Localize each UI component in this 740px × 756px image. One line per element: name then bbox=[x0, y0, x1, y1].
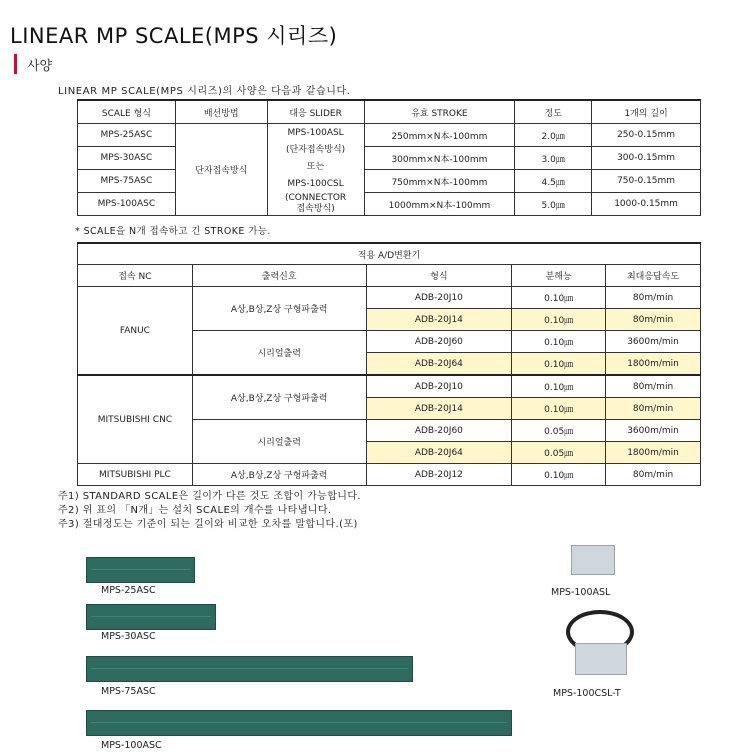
stroke-cell: 300mm×N本-100mm bbox=[364, 147, 515, 170]
length-cell: 1000-0.15mm bbox=[592, 193, 701, 216]
accuracy-cell: 3.0㎛ bbox=[515, 147, 592, 170]
header-cell: 접속 NC bbox=[78, 265, 193, 287]
wiring-cell: 단자접속방식 bbox=[175, 124, 267, 216]
section-heading bbox=[14, 52, 52, 76]
table-row bbox=[78, 287, 701, 309]
mps-100asl-image bbox=[571, 545, 615, 575]
signal-cell: A상,B상,Z상 구형파출력 bbox=[192, 287, 366, 331]
length-cell: 750-0.15mm bbox=[592, 170, 701, 193]
mps-100csl-t-image bbox=[575, 643, 627, 675]
adc-caption-row bbox=[78, 243, 701, 265]
header-cell: 대응 SLIDER bbox=[267, 100, 364, 124]
header-cell: 분해능 bbox=[512, 265, 606, 287]
slider-line: MPS-100ASL bbox=[287, 127, 344, 138]
header-cell: 배선방법 bbox=[175, 100, 267, 124]
speed-cell: 80m/min bbox=[606, 398, 701, 420]
header-cell: 1개의 길이 bbox=[592, 100, 701, 124]
slider-line: 접속방식) bbox=[296, 203, 335, 214]
model-cell: MPS-75ASC bbox=[78, 170, 176, 193]
header-cell: 최대응답속도 bbox=[606, 265, 701, 287]
mps-30asc-image bbox=[86, 604, 216, 630]
model-cell: ADB-20J10 bbox=[366, 287, 512, 309]
table-row bbox=[78, 124, 701, 147]
product-label: MPS-25ASC bbox=[101, 585, 156, 596]
slider-cell bbox=[267, 124, 364, 216]
mps-25asc-image bbox=[86, 557, 195, 583]
slider-line: (단자접속방식) bbox=[286, 144, 346, 155]
length-cell: 300-0.15mm bbox=[592, 147, 701, 170]
stroke-cell: 1000mm×N本-100mm bbox=[364, 193, 515, 216]
resolution-cell: 0.10㎛ bbox=[512, 331, 606, 353]
nc-cell: MITSUBISHI PLC bbox=[78, 464, 193, 486]
speed-cell: 80m/min bbox=[606, 287, 701, 309]
mps-100asc-image bbox=[86, 710, 512, 736]
accuracy-cell: 4.5㎛ bbox=[515, 170, 592, 193]
model-cell: ADB-20J64 bbox=[366, 353, 512, 376]
stroke-cell: 750mm×N本-100mm bbox=[364, 170, 515, 193]
speed-cell: 1800m/min bbox=[606, 353, 701, 376]
nc-cell: FANUC bbox=[78, 287, 193, 376]
header-cell: 형식 bbox=[366, 265, 512, 287]
header-cell: 정도 bbox=[515, 100, 592, 124]
speed-cell: 80m/min bbox=[606, 309, 701, 331]
speed-cell: 1800m/min bbox=[606, 442, 701, 464]
speed-cell: 3600m/min bbox=[606, 420, 701, 442]
table-row bbox=[78, 464, 701, 486]
model-cell: MPS-30ASC bbox=[78, 147, 176, 170]
product-label: MPS-75ASC bbox=[101, 686, 156, 697]
spec-header-row bbox=[78, 100, 701, 124]
product-label: MPS-100ASC bbox=[101, 740, 162, 751]
section-marker bbox=[14, 54, 17, 74]
resolution-cell: 0.05㎛ bbox=[512, 442, 606, 464]
stroke-note: * SCALE을 N개 접속하고 긴 STROKE 가능. bbox=[75, 226, 271, 237]
mps-75asc-image bbox=[86, 656, 413, 682]
model-cell: MPS-100ASC bbox=[78, 193, 176, 216]
section-title: 사양 bbox=[27, 58, 53, 74]
accuracy-cell: 5.0㎛ bbox=[515, 193, 592, 216]
table-row bbox=[78, 170, 701, 193]
header-cell: 유효 STROKE bbox=[364, 100, 515, 124]
adc-caption: 적용 A/D변환기 bbox=[78, 243, 701, 265]
model-cell: ADB-20J60 bbox=[366, 331, 512, 353]
adc-header-row bbox=[78, 265, 701, 287]
product-label: MPS-30ASC bbox=[101, 631, 156, 642]
speed-cell: 80m/min bbox=[606, 375, 701, 398]
footnote: 주1) STANDARD SCALE은 길이가 다른 것도 조합이 가능합니다. bbox=[58, 491, 361, 502]
spec-table bbox=[77, 99, 701, 216]
accuracy-cell: 2.0㎛ bbox=[515, 124, 592, 147]
model-cell: ADB-20J10 bbox=[366, 375, 512, 398]
adc-table bbox=[77, 242, 701, 486]
speed-cell: 3600m/min bbox=[606, 331, 701, 353]
model-cell: ADB-20J64 bbox=[366, 442, 512, 464]
signal-cell: 시리얼출력 bbox=[192, 420, 366, 464]
footnote: 주3) 절대정도는 기준이 되는 길이와 비교한 오차를 말합니다.(포) bbox=[58, 519, 358, 530]
model-cell: ADB-20J12 bbox=[366, 464, 512, 486]
resolution-cell: 0.10㎛ bbox=[512, 398, 606, 420]
table-row bbox=[78, 375, 701, 398]
signal-cell: 시리얼출력 bbox=[192, 331, 366, 376]
resolution-cell: 0.10㎛ bbox=[512, 353, 606, 376]
table-row bbox=[78, 193, 701, 216]
page-title: LINEAR MP SCALE(MPS 시리즈) bbox=[10, 24, 338, 48]
speed-cell: 80m/min bbox=[606, 464, 701, 486]
model-cell: ADB-20J14 bbox=[366, 398, 512, 420]
resolution-cell: 0.10㎛ bbox=[512, 287, 606, 309]
table-row bbox=[78, 147, 701, 170]
product-label: MPS-100CSL-T bbox=[553, 688, 621, 699]
footnote: 주2) 위 표의 「N개」는 설치 SCALE의 개수를 나타냅니다. bbox=[58, 505, 332, 516]
model-cell: MPS-25ASC bbox=[78, 124, 176, 147]
slider-line: (CONNECTOR bbox=[285, 192, 347, 203]
nc-cell: MITSUBISHI CNC bbox=[78, 375, 193, 464]
product-label: MPS-100ASL bbox=[551, 587, 611, 598]
stroke-cell: 250mm×N本-100mm bbox=[364, 124, 515, 147]
header-cell: SCALE 형식 bbox=[78, 100, 176, 124]
model-cell: ADB-20J14 bbox=[366, 309, 512, 331]
slider-line: MPS-100CSL bbox=[287, 178, 344, 189]
header-cell: 출력신호 bbox=[192, 265, 366, 287]
resolution-cell: 0.10㎛ bbox=[512, 309, 606, 331]
footnotes bbox=[58, 490, 361, 532]
length-cell: 250-0.15mm bbox=[592, 124, 701, 147]
signal-cell: A상,B상,Z상 구형파출력 bbox=[192, 375, 366, 420]
model-cell: ADB-20J60 bbox=[366, 420, 512, 442]
resolution-cell: 0.10㎛ bbox=[512, 375, 606, 398]
intro-text: LINEAR MP SCALE(MPS 시리즈)의 사양은 다음과 같습니다. bbox=[58, 86, 351, 97]
resolution-cell: 0.10㎛ bbox=[512, 464, 606, 486]
resolution-cell: 0.05㎛ bbox=[512, 420, 606, 442]
slider-line: 또는 bbox=[306, 161, 325, 172]
signal-cell: A상,B상,Z상 구형파출력 bbox=[192, 464, 366, 486]
